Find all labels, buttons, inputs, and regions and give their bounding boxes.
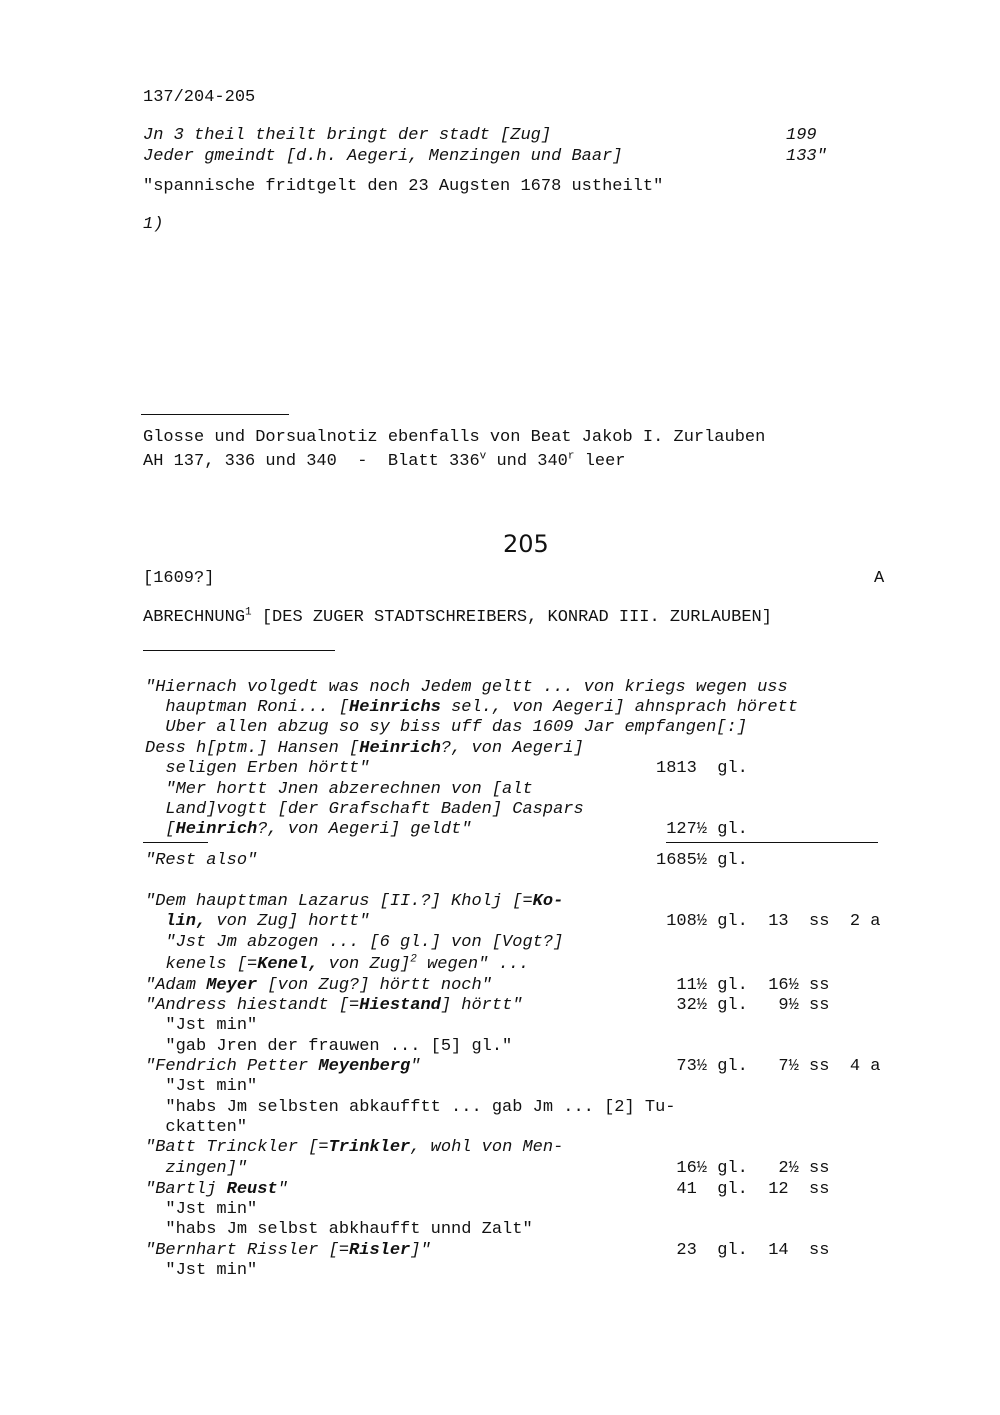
amount: 23 gl. 14 ss <box>656 1241 830 1260</box>
amount: 41 gl. 12 ss <box>656 1180 830 1199</box>
body-line: ckatten" <box>145 1118 248 1137</box>
body-line: "Bernhart Rissler [=Risler]" <box>145 1241 431 1260</box>
body-line: "Andress hiestandt [=Hiestand] hörtt" <box>145 996 523 1015</box>
body-line: "Jst min" <box>145 1200 258 1219</box>
body-line: "Mer hortt Jnen abzerechnen von [alt <box>145 780 533 799</box>
body-line: "Jst Jm abzogen ... [6 gl.] von [Vogt?] <box>145 933 564 952</box>
body-line: "Hiernach volgedt was noch Jedem geltt ... von kriegs wegen uss <box>145 678 788 697</box>
body-line: hauptman Roni... [Heinrichs sel., von Aegeri] ahnsprach hörett <box>145 698 798 717</box>
body-line: "Batt Trinckler [=Trinkler, wohl von Men- <box>145 1138 564 1157</box>
document-date: [1609?] <box>143 569 215 588</box>
heading-underline <box>143 650 335 651</box>
footnote-divider <box>141 414 289 415</box>
body-line: "habs Jm selbsten abkaufftt ... gab Jm ... [2] Tu- <box>145 1098 676 1117</box>
top-quote: "spannische fridtgelt den 23 Augsten 1678 ustheilt" <box>143 177 664 196</box>
document-letter: A <box>874 569 885 588</box>
subtotal-rule-left <box>143 842 208 843</box>
top-line-1-text: Jn 3 theil theilt bringt der stadt [Zug] <box>143 126 552 145</box>
document-heading: ABRECHNUNG$^1$ [DES ZUGER STADTSCHREIBERS, KONRAD III. ZURLAUBEN] <box>143 606 772 627</box>
top-line-2-text: Jeder gmeindt [d.h. Aegeri, Menzingen und Baar] <box>143 147 623 166</box>
footnote-line-2: AH 137, 336 und 340 - Blatt 336$^v$ und 340$^r$ leer <box>143 450 626 471</box>
body-line: [Heinrich?, von Aegeri] geldt" <box>145 820 472 839</box>
amount: 127½ gl. <box>656 820 748 839</box>
subtotal-rule-right <box>666 842 878 843</box>
body-line: Dess h[ptm.] Hansen [Heinrich?, von Aegeri] <box>145 739 584 758</box>
amount: 1813 gl. <box>656 759 748 778</box>
amount: 73½ gl. 7½ ss 4 a <box>656 1057 881 1076</box>
body-line: "Dem haupttman Lazarus [II.?] Kholj [=Ko- <box>145 892 564 911</box>
top-reference: 137/204-205 <box>143 88 256 107</box>
top-note-marker: 1) <box>143 215 164 234</box>
body-line: "gab Jren der frauwen ... [5] gl." <box>145 1037 513 1056</box>
body-line: Land]vogtt [der Grafschaft Baden] Caspars <box>145 800 584 819</box>
body-line: kenels [=Kenel, von Zug]$^2$ wegen" ... <box>145 953 530 974</box>
body-line: zingen]" <box>145 1159 248 1178</box>
body-line: "Jst min" <box>145 1077 258 1096</box>
body-line: "Jst min" <box>145 1261 258 1280</box>
body-line: "Jst min" <box>145 1016 258 1035</box>
amount: 32½ gl. 9½ ss <box>656 996 830 1015</box>
body-line: "Bartlj Reust" <box>145 1180 288 1199</box>
top-line-1-value: 199 <box>786 126 817 145</box>
amount: 16½ gl. 2½ ss <box>656 1159 830 1178</box>
page-number: 205 <box>503 530 549 558</box>
footnote-line-1: Glosse und Dorsualnotiz ebenfalls von Beat Jakob I. Zurlauben <box>143 428 766 447</box>
body-line: Uber allen abzug so sy biss uff das 1609 Jar empfangen[:] <box>145 718 747 737</box>
body-line: "Fendrich Petter Meyenberg" <box>145 1057 421 1076</box>
rest-label: "Rest also" <box>145 851 258 870</box>
body-line: "Adam Meyer [von Zug?] hörtt noch" <box>145 976 492 995</box>
rest-amount: 1685½ gl. <box>656 851 748 870</box>
body-line: seligen Erben hörtt" <box>145 759 370 778</box>
body-line: "habs Jm selbst abkhaufft unnd Zalt" <box>145 1220 533 1239</box>
top-line-2-value: 133" <box>786 147 827 166</box>
amount: 11½ gl. 16½ ss <box>656 976 830 995</box>
body-line: lin, von Zug] hortt" <box>165 912 370 931</box>
amount: 108½ gl. 13 ss 2 a <box>656 912 881 931</box>
